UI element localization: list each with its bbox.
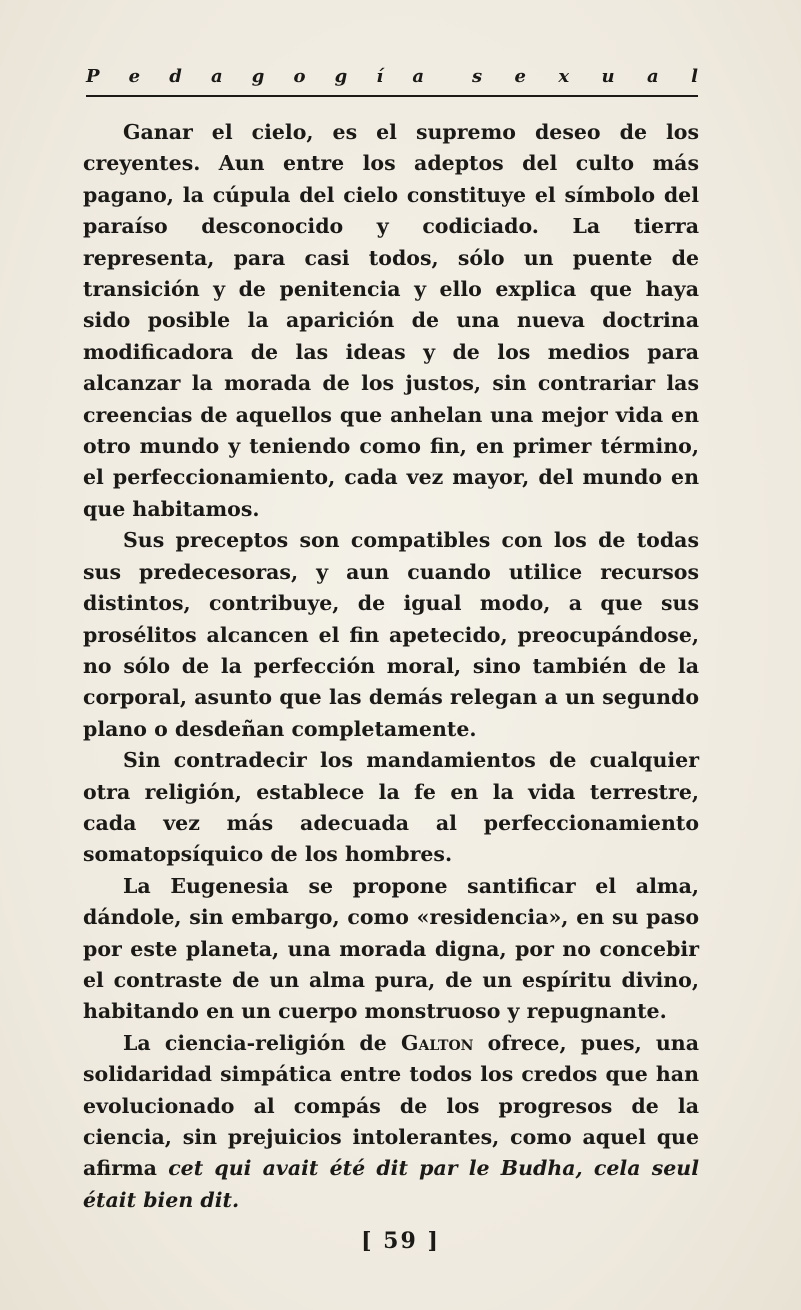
running-head-letter: í <box>376 66 384 87</box>
running-head-word-2 <box>472 66 698 87</box>
body-text <box>83 117 699 1216</box>
running-head-letter: d <box>169 66 182 87</box>
running-head-letter: e <box>128 66 141 87</box>
running-head-letter: u <box>601 66 615 87</box>
running-head-letter: a <box>412 66 424 87</box>
running-head-letter: P <box>86 66 100 87</box>
paragraph-text: La ciencia-religión de <box>123 1030 401 1055</box>
page-number: [ 59 ] <box>361 1228 440 1254</box>
running-head-letter: l <box>691 66 698 87</box>
paragraph: Ganar el cielo, es el supremo deseo de los creyentes. Aun entre los adeptos del culto más pagano, la cúpula del cielo constituye el símbolo del paraíso desconocido y codiciado. La tierra representa, para casi todos, sólo un puente de transición y de penitencia y ello explica que haya sido posible la aparición de una nueva doctrina modificadora de las ideas y de los medios para alcanzar la morada de los justos, sin contrariar las creencias de aquellos que anhelan una mejor vida en otro mundo y teniendo como fin, en primer término, el perfeccionamiento, cada vez mayor, del mundo en que habitamos. <box>83 120 699 521</box>
running-head-letter: g <box>334 66 348 87</box>
running-head-letter: a <box>647 66 659 87</box>
french-quote: cet qui avait été dit par le Budha, cela seul était bien dit. <box>83 1156 699 1212</box>
running-head-letter: a <box>210 66 223 87</box>
author-name: Galton <box>400 1030 474 1055</box>
header-rule <box>86 95 698 97</box>
running-head-letter: s <box>472 66 483 87</box>
running-head-letter: e <box>514 66 526 87</box>
running-head-word-1 <box>86 66 424 87</box>
paragraph <box>83 1028 699 1216</box>
paragraph-text: ofrece, pues, una solidaridad simpática entre todos los credos que han evolucionado al compás de los progresos de la ciencia, sin prejuicios intolerantes, como aquel que afirma <box>83 1030 699 1181</box>
running-head-letter: o <box>293 66 306 87</box>
paragraph: Sin contradecir los mandamientos de cualquier otra religión, establece la fe en la vida terrestre, cada vez más adecuada al perfeccionamiento somatopsíquico de los hombres. <box>83 748 699 867</box>
running-head-letter: g <box>251 66 265 87</box>
running-head-letter: x <box>558 66 570 87</box>
paragraph: Sus preceptos son compatibles con los de todas sus predecesoras, y aun cuando utilice recursos distintos, contribuye, de igual modo, a que sus prosélitos alcancen el fin apetecido, preocupándose, no sólo de la perfección moral, sino también de la corporal, asunto que las demás relegan a un segundo plano o desdeñan completamente. <box>83 528 699 741</box>
paragraph: La Eugenesia se propone santificar el alma, dándole, sin embargo, como «residencia», en su paso por este planeta, una morada digna, por no concebir el contraste de un alma pura, de un espíritu divino, habitando en un cuerpo monstruoso y repugnante. <box>83 873 699 1024</box>
